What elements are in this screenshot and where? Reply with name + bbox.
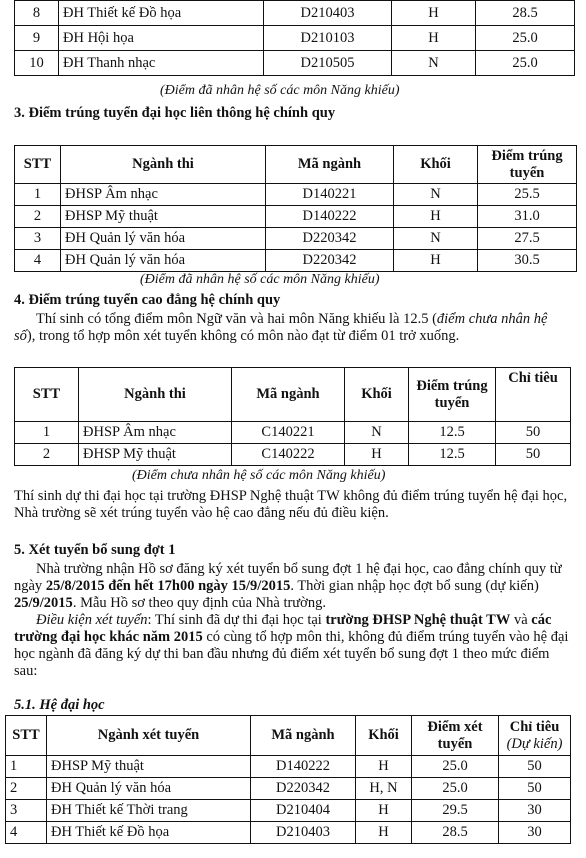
cell-block: H: [394, 250, 478, 272]
cell-score: 30.5: [478, 250, 577, 272]
cell-code: D210403: [251, 822, 356, 844]
cell-stt: 3: [6, 800, 47, 822]
header-quota: [499, 716, 571, 756]
paragraph-text: : Thí sinh đã dự thi đại học tại: [147, 612, 326, 628]
paragraph-text: Nhà trường nhận Hồ sơ đăng ký xét tuyển bổ sung đợt 1 hệ đại học, cao đẳng chính quy từ ngày: [14, 561, 562, 594]
cell-code: C140222: [232, 444, 345, 466]
table-note: (Điểm đã nhân hệ số các môn Năng khiếu): [160, 83, 400, 98]
cell-code: D140222: [266, 206, 394, 228]
cell-major: ĐH Hội họa: [59, 26, 264, 51]
paragraph-bold: 25/8/2015 đến hết 17h00 ngày 15/9/2015: [45, 578, 291, 594]
cell-block: H: [356, 822, 412, 844]
subsection-heading: 5.1. Hệ đại học: [14, 697, 105, 713]
cell-stt: 2: [15, 444, 79, 466]
cell-code: D210403: [264, 1, 392, 26]
header-major: Ngành thi: [79, 368, 232, 422]
cell-quota: 30: [499, 800, 571, 822]
cell-major: ĐHSP Âm nhạc: [79, 422, 232, 444]
table-row: [6, 822, 571, 844]
cell-stt: 1: [15, 422, 79, 444]
table-header-row: [6, 716, 571, 756]
cell-block: H: [356, 756, 412, 778]
cell-code: D140221: [266, 184, 394, 206]
cell-score: 25.0: [476, 26, 575, 51]
cell-code: D210103: [264, 26, 392, 51]
paragraph: [14, 311, 570, 345]
header-block: Khối: [394, 146, 478, 184]
header-stt: STT: [15, 368, 79, 422]
paragraph: [14, 612, 574, 680]
paragraph-bold: các trường đại học khác năm 2015: [14, 612, 552, 645]
cell-stt: 1: [15, 184, 61, 206]
paragraph-bold: 25/9/2015: [14, 595, 73, 611]
cell-quota: 30: [499, 822, 571, 844]
cell-quota: 50: [496, 444, 571, 466]
cell-score: 29.5: [412, 800, 499, 822]
cell-block: N: [394, 184, 478, 206]
cell-score: 28.5: [412, 822, 499, 844]
cell-score: 25.0: [412, 756, 499, 778]
cell-quota: 50: [499, 778, 571, 800]
cell-score: 25.0: [476, 51, 575, 76]
cell-stt: 9: [15, 26, 59, 51]
cell-code: D220342: [266, 228, 394, 250]
table-row: [6, 778, 571, 800]
table-row: [15, 206, 577, 228]
cell-major: ĐH Thiết kế Đồ họa: [47, 822, 251, 844]
cell-major: ĐH Quản lý văn hóa: [61, 250, 266, 272]
table-note: (Điểm chưa nhân hệ số các môn Năng khiếu): [132, 468, 386, 483]
header-block: Khối: [356, 716, 412, 756]
paragraph-text: . Thời gian nhập học đợt bổ sung (dự kiến): [290, 578, 539, 594]
paragraph-text: Thí sinh có tổng điểm môn Ngữ văn và hai môn Năng khiếu là 12.5 (: [36, 311, 437, 327]
cell-code: D210505: [264, 51, 392, 76]
cell-stt: 4: [6, 822, 47, 844]
paragraph-text: và: [510, 612, 532, 628]
cell-code: D210404: [251, 800, 356, 822]
cell-stt: 10: [15, 51, 59, 76]
cell-stt: 2: [6, 778, 47, 800]
paragraph-text: có cùng tổ hợp môn thi, không đủ điểm trúng tuyển vào hệ đại học ngành đã đăng ký dự thi ban đầu nhưng đủ điểm xét tuyển bổ sung đợt 1 theo mức điểm sau:: [14, 629, 569, 679]
cell-block: H: [394, 206, 478, 228]
cell-stt: 2: [15, 206, 61, 228]
cell-score: 12.5: [409, 444, 496, 466]
header-score: Điểm trúng tuyển: [478, 146, 577, 184]
table-row: [15, 444, 571, 466]
header-block: Khối: [345, 368, 409, 422]
table-transfer-scores: [14, 145, 577, 272]
paragraph: [14, 561, 574, 612]
cell-code: D140222: [251, 756, 356, 778]
table-college-scores: [14, 367, 571, 466]
header-code: Mã ngành: [266, 146, 394, 184]
header-quota-sub: (Dự kiến): [506, 735, 563, 752]
cell-code: D220342: [251, 778, 356, 800]
header-stt: STT: [6, 716, 47, 756]
paragraph-italic: điểm chưa nhân hệ số: [14, 311, 548, 344]
cell-score: 27.5: [478, 228, 577, 250]
table-header-row: [15, 368, 571, 422]
table-row: [15, 26, 575, 51]
cell-stt: 3: [15, 228, 61, 250]
cell-block: N: [394, 228, 478, 250]
paragraph-text: ), trong tổ hợp môn xét tuyển không có môn nào đạt từ điểm 01 trở xuống.: [26, 328, 460, 344]
section-heading: 5. Xét tuyển bổ sung đợt 1: [14, 542, 176, 558]
cell-block: H: [392, 1, 476, 26]
header-code: Mã ngành: [251, 716, 356, 756]
table-row: [6, 756, 571, 778]
cell-score: 28.5: [476, 1, 575, 26]
table-supplementary-admission: [5, 715, 571, 844]
cell-block: H, N: [356, 778, 412, 800]
table-row: [15, 250, 577, 272]
table-row: [15, 422, 571, 444]
paragraph: Thí sinh dự thi đại học tại trường ĐHSP Nghệ thuật TW không đủ điểm trúng tuyển hệ đại học, Nhà trường sẽ xét trúng tuyển vào hệ cao đẳng nếu đủ điều kiện.: [14, 488, 568, 521]
header-quota: Chỉ tiêu: [496, 368, 571, 422]
cell-block: N: [345, 422, 409, 444]
cell-stt: 8: [15, 1, 59, 26]
cell-code: C140221: [232, 422, 345, 444]
table-row: [15, 184, 577, 206]
header-stt: STT: [15, 146, 61, 184]
cell-stt: 1: [6, 756, 47, 778]
table-undergraduate-scores-continued: [14, 0, 575, 76]
cell-score: 31.0: [478, 206, 577, 228]
cell-major: ĐH Quản lý văn hóa: [47, 778, 251, 800]
cell-block: H: [392, 26, 476, 51]
cell-quota: 50: [496, 422, 571, 444]
cell-score: 25.5: [478, 184, 577, 206]
header-major: Ngành xét tuyển: [47, 716, 251, 756]
table-row: [15, 228, 577, 250]
table-header-row: [15, 146, 577, 184]
paragraph-text: . Mẫu Hồ sơ theo quy định của Nhà trường.: [72, 595, 326, 611]
table-row: [6, 800, 571, 822]
paragraph-bold: trường ĐHSP Nghệ thuật TW: [325, 612, 511, 628]
cell-major: ĐHSP Âm nhạc: [61, 184, 266, 206]
section-heading: 3. Điểm trúng tuyển đại học liên thông hệ chính quy: [14, 105, 336, 121]
header-score: Điểm xét tuyển: [412, 716, 499, 756]
cell-major: ĐHSP Mỹ thuật: [47, 756, 251, 778]
cell-major: ĐHSP Mỹ thuật: [79, 444, 232, 466]
cell-major: ĐH Thiết kế Thời trang: [47, 800, 251, 822]
cell-score: 25.0: [412, 778, 499, 800]
cell-score: 12.5: [409, 422, 496, 444]
cell-major: ĐHSP Mỹ thuật: [61, 206, 266, 228]
header-score: Điểm trúng tuyển: [409, 368, 496, 422]
cell-quota: 50: [499, 756, 571, 778]
paragraph-italic: Điều kiện xét tuyển: [36, 612, 148, 628]
cell-major: ĐH Thanh nhạc: [59, 51, 264, 76]
cell-stt: 4: [15, 250, 61, 272]
cell-block: H: [345, 444, 409, 466]
cell-block: N: [392, 51, 476, 76]
section-heading: 4. Điểm trúng tuyển cao đẳng hệ chính quy: [14, 292, 281, 308]
cell-major: ĐH Thiết kế Đồ họa: [59, 1, 264, 26]
cell-block: H: [356, 800, 412, 822]
header-quota-label: Chỉ tiêu: [509, 718, 560, 735]
header-code: Mã ngành: [232, 368, 345, 422]
table-note: (Điểm đã nhân hệ số các môn Năng khiếu): [140, 272, 380, 287]
table-row: [15, 51, 575, 76]
cell-code: D220342: [266, 250, 394, 272]
header-major: Ngành thi: [61, 146, 266, 184]
cell-major: ĐH Quản lý văn hóa: [61, 228, 266, 250]
table-row: [15, 1, 575, 26]
